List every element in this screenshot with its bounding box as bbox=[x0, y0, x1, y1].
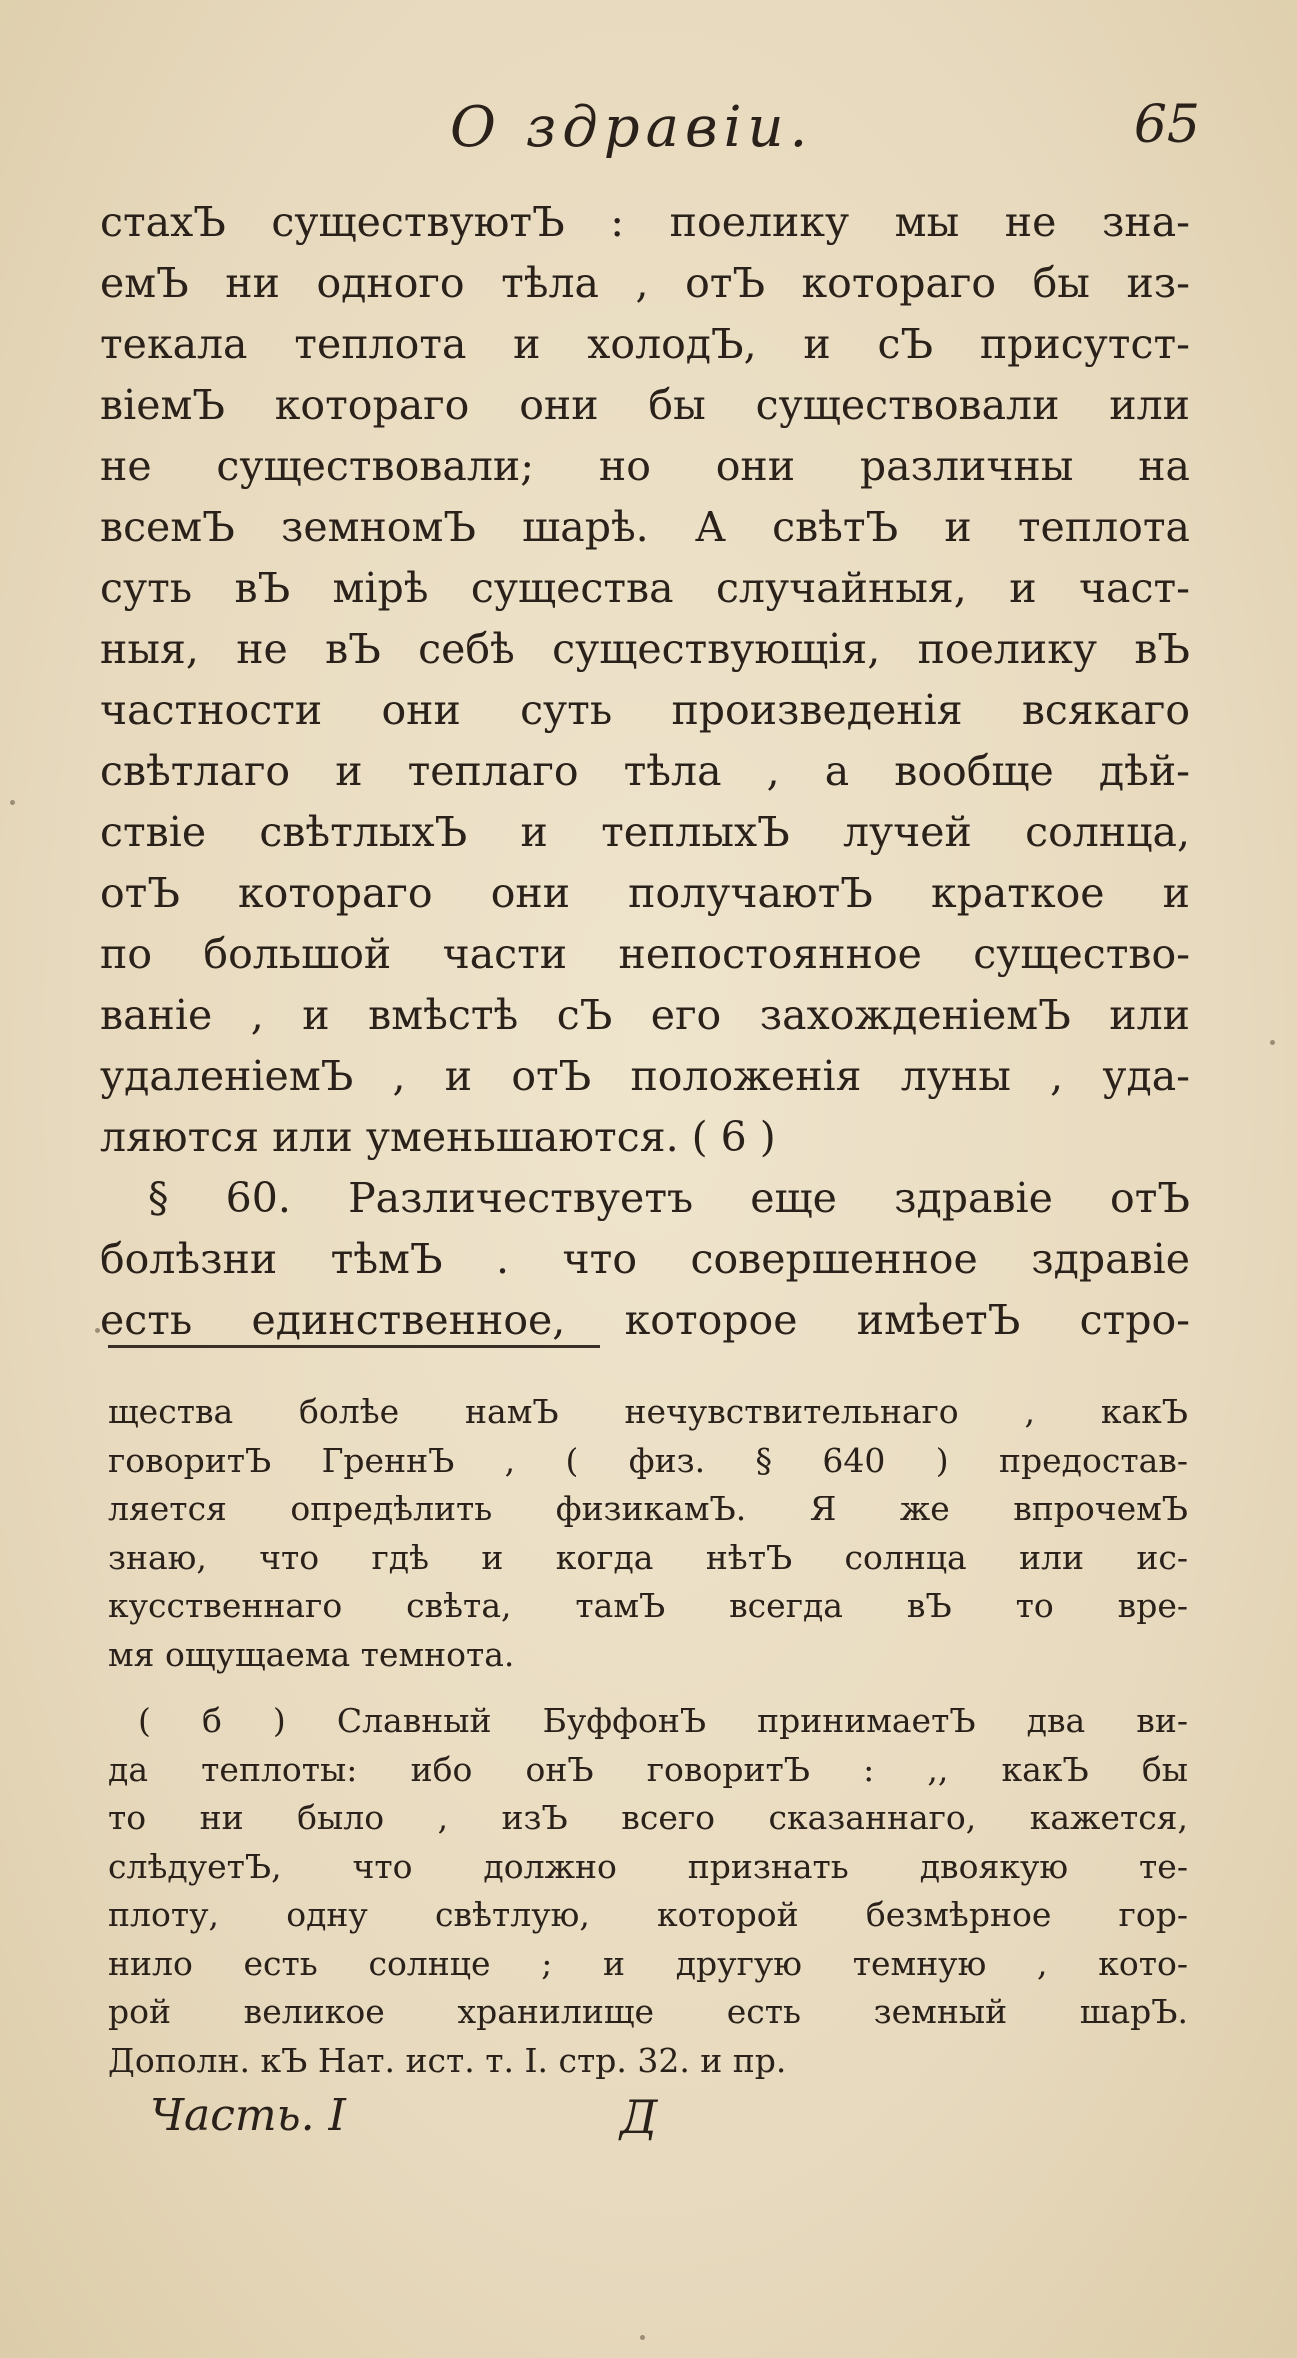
footnote-b-line: ( б ) Славный БуффонЪ принимаетЪ два ви- bbox=[138, 1701, 1188, 1740]
text-line: емЪ ни одного тѣла , отЪ котораго бы из- bbox=[100, 259, 1190, 307]
footnote-line: мя ощущаема темнота. bbox=[108, 1634, 515, 1674]
main-text-block bbox=[100, 192, 1190, 1351]
signature-line bbox=[150, 2090, 850, 2150]
margin-speck bbox=[640, 2335, 645, 2340]
text-line: ныя, не вЪ себѣ существующія, поелику вЪ bbox=[100, 625, 1190, 673]
footnote-b-line: да теплоты: ибо онЪ говоритЪ : ,, какЪ бы bbox=[108, 1749, 1188, 1789]
text-line: всемЪ земномЪ шарѣ. А свѣтЪ и теплота bbox=[100, 503, 1190, 551]
margin-speck bbox=[1270, 1040, 1275, 1045]
footnotes-block bbox=[108, 1388, 1188, 2085]
text-line: есть единственное, которое имѣетЪ стро- bbox=[100, 1296, 1190, 1344]
footnote-b-line: слѣдуетЪ, что должно признать двоякую те- bbox=[108, 1846, 1188, 1886]
footnote-line: ляется опредѣлить физикамЪ. Я же впрочемЪ bbox=[108, 1489, 1188, 1528]
footnote-b-line: Дополн. кЪ Нат. ист. т. I. стр. 32. и пр. bbox=[108, 2040, 787, 2080]
footnote-line: знаю, что гдѣ и когда нѣтЪ солнца или ис- bbox=[108, 1537, 1188, 1577]
text-line: ствіе свѣтлыхЪ и теплыхЪ лучей солнца, bbox=[100, 808, 1190, 856]
footnote-b-line: плоту, одну свѣтлую, которой безмѣрное гор- bbox=[108, 1895, 1188, 1934]
footnote-line: кусственнаго свѣта, тамЪ всегда вЪ то вре- bbox=[108, 1586, 1188, 1625]
text-line: ляются или уменьшаются. ( 6 ) bbox=[100, 1113, 776, 1161]
text-line: віемЪ котораго они бы существовали или bbox=[100, 381, 1190, 429]
page-number: 65 bbox=[1133, 95, 1200, 155]
text-line: ваніе , и вмѣстѣ сЪ его захожденіемЪ или bbox=[100, 991, 1190, 1039]
page-header bbox=[100, 95, 1200, 165]
text-line: текала теплота и холодЪ, и сЪ присутст- bbox=[100, 320, 1190, 368]
signature-mark: Д bbox=[620, 2090, 658, 2144]
footnote-separator-rule bbox=[108, 1345, 600, 1348]
part-label: Часть. I bbox=[150, 2090, 346, 2141]
text-line: не существовали; но они различны на bbox=[100, 442, 1190, 490]
text-line: по большой части непостоянное существо- bbox=[100, 930, 1190, 978]
text-line: отЪ котораго они получаютЪ краткое и bbox=[100, 869, 1190, 917]
running-title: О здравіи. bbox=[450, 95, 814, 160]
text-line: суть вЪ мірѣ существа случайныя, и част- bbox=[100, 564, 1190, 612]
text-line: свѣтлаго и теплаго тѣла , а вообще дѣй- bbox=[100, 747, 1190, 795]
margin-speck bbox=[10, 800, 15, 805]
footnote-b-line: нило есть солнце ; и другую темную , кото- bbox=[108, 1943, 1188, 1983]
text-line: стахЪ существуютЪ : поелику мы не зна- bbox=[100, 198, 1190, 246]
text-line: удаленіемЪ , и отЪ положенія луны , уда- bbox=[100, 1052, 1190, 1100]
footnote-gap bbox=[108, 1679, 1188, 1697]
section-heading-line: § 60. Различествуетъ еще здравіе отЪ bbox=[148, 1174, 1190, 1222]
footnote-b-line: то ни было , изЪ всего сказаннаго, кажется, bbox=[108, 1798, 1188, 1837]
margin-speck bbox=[95, 1328, 100, 1333]
footnote-line: говоритЪ ГреннЪ , ( физ. § 640 ) предостав- bbox=[108, 1440, 1188, 1480]
footnote-line: щества болѣе намЪ нечувствительнаго , какЪ bbox=[108, 1392, 1188, 1431]
text-line: частности они суть произведенія всякаго bbox=[100, 686, 1190, 734]
text-line: болѣзни тѣмЪ . что совершенное здравіе bbox=[100, 1235, 1190, 1283]
footnote-b-line: рой великое хранилище есть земный шарЪ. bbox=[108, 1992, 1188, 2031]
